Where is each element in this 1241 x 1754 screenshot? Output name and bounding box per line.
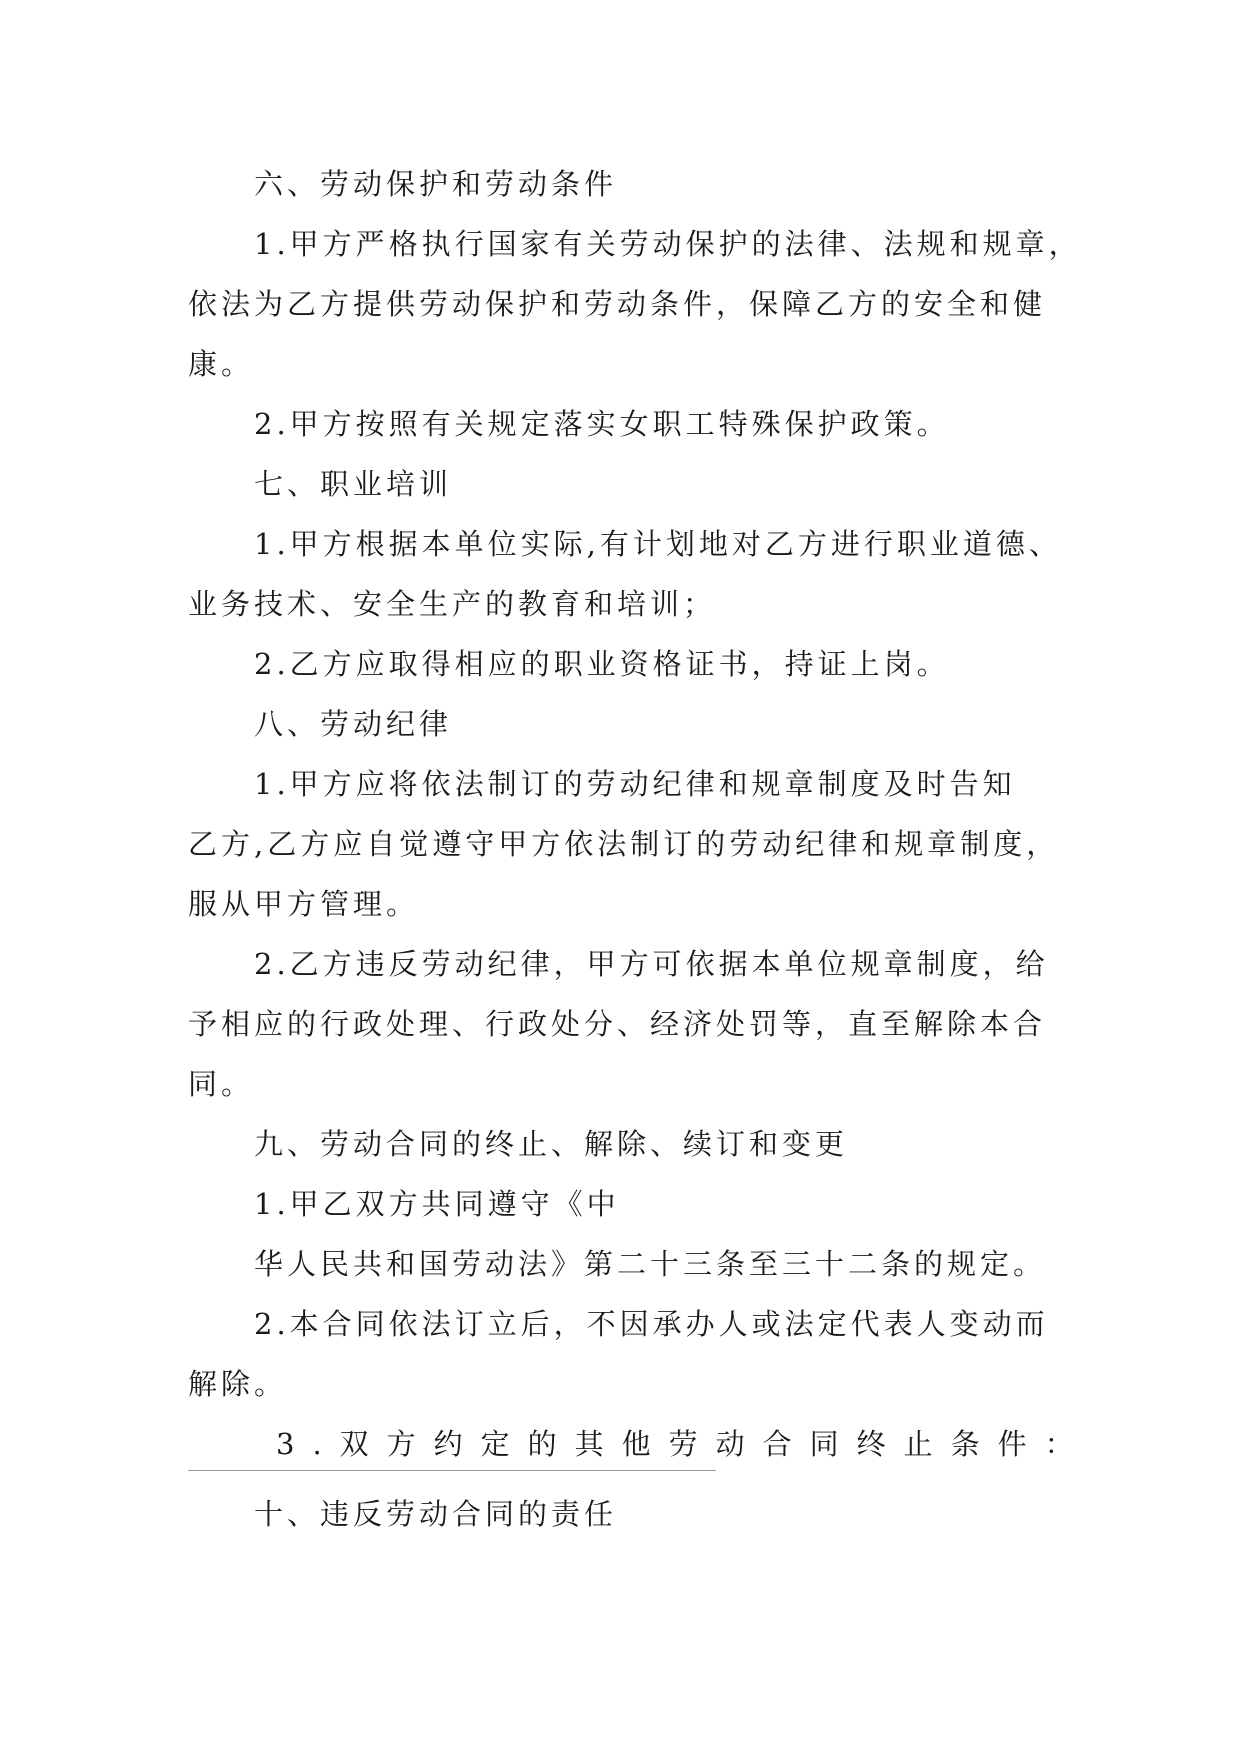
paragraph-line: 解除。 [188,1367,288,1401]
section-heading-10: 十、违反劳动合同的责任 [254,1497,618,1531]
paragraph-line: 业务技术、安全生产的教育和培训； [188,587,717,621]
paragraph-line: 2.乙方违反劳动纪律，甲方可依据本单位规章制度，给 [254,947,1049,981]
paragraph-line: 乙方,乙方应自觉遵守甲方依法制订的劳动纪律和规章制度， [188,827,1060,861]
paragraph-line: 1.甲乙双方共同遵守《中 [254,1187,620,1221]
paragraph-line: 2.本合同依法订立后，不因承办人或法定代表人变动而 [254,1307,1049,1341]
paragraph-line: 服从甲方管理。 [188,887,420,921]
paragraph-line: 予相应的行政处理、行政处分、经济处罚等，直至解除本合 [188,1007,1047,1041]
paragraph-line: 2.乙方应取得相应的职业资格证书，持证上岗。 [254,647,950,681]
paragraph-line: 2.甲方按照有关规定落实女职工特殊保护政策。 [254,407,950,441]
section-heading-6: 六、劳动保护和劳动条件 [254,167,618,201]
paragraph-line: 依法为乙方提供劳动保护和劳动条件，保障乙方的安全和健 [188,287,1047,321]
paragraph-line: 同。 [188,1067,255,1101]
paragraph-line: 1.甲方应将依法制订的劳动纪律和规章制度及时告知 [254,767,1016,801]
section-heading-7: 七、职业培训 [254,467,453,501]
paragraph-line: 1.甲方严格执行国家有关劳动保护的法律、法规和规章， [254,227,1082,261]
paragraph-line: 3.双方约定的其他劳动合同终止条件： [276,1427,1092,1461]
paragraph-line: 1.甲方根据本单位实际,有计划地对乙方进行职业道德、 [254,527,1062,561]
paragraph-line: 康。 [188,347,255,381]
fill-in-blank-line [188,1470,716,1471]
section-heading-9: 九、劳动合同的终止、解除、续订和变更 [254,1127,849,1161]
section-heading-8: 八、劳动纪律 [254,707,453,741]
paragraph-line: 华人民共和国劳动法》第二十三条至三十二条的规定。 [254,1247,1047,1281]
